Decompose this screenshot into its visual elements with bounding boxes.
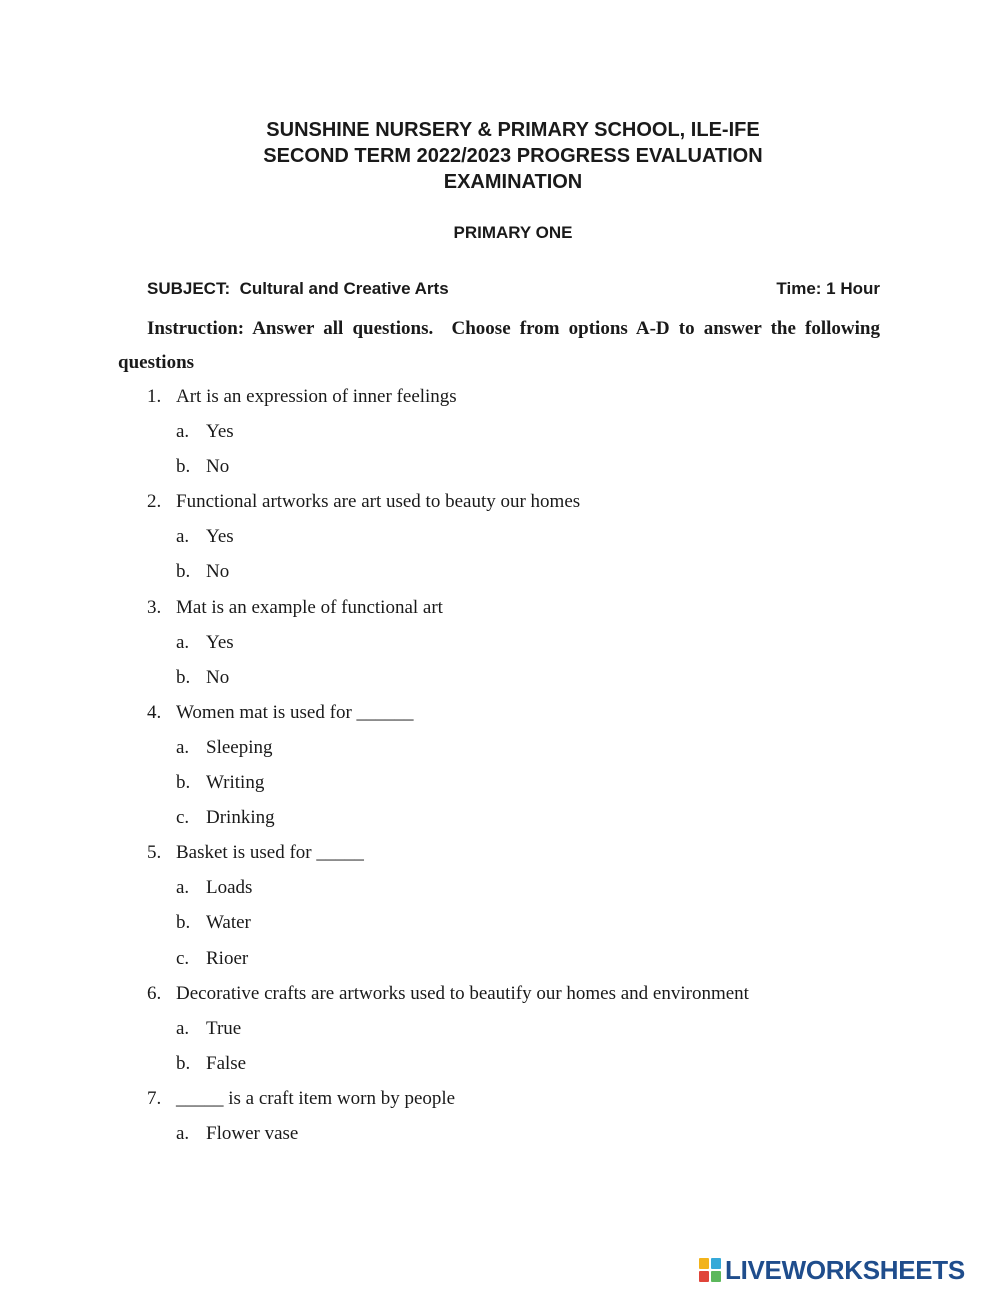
question-number: 5. bbox=[147, 842, 162, 864]
question-number: 7. bbox=[147, 1087, 162, 1109]
answer-option bbox=[147, 625, 907, 660]
question-text: Functional artworks are art used to beauty our homes bbox=[176, 491, 581, 513]
option-text: Loads bbox=[206, 877, 253, 899]
question-item bbox=[147, 695, 907, 835]
option-text: Writing bbox=[206, 772, 265, 794]
option-letter: c. bbox=[176, 807, 190, 829]
option-letter: b. bbox=[176, 456, 191, 478]
question-item bbox=[147, 1081, 907, 1151]
option-letter: c. bbox=[176, 947, 190, 969]
option-letter: a. bbox=[176, 1017, 190, 1039]
question-number: 4. bbox=[147, 701, 162, 723]
question-row bbox=[147, 590, 907, 625]
question-row bbox=[147, 1081, 907, 1116]
option-letter: b. bbox=[176, 561, 191, 583]
question-text: Mat is an example of functional art bbox=[176, 596, 443, 618]
option-text: No bbox=[206, 561, 230, 583]
logo-mark-icon bbox=[699, 1258, 721, 1282]
question-text: Decorative crafts are artworks used to beautify our homes and environment bbox=[176, 982, 749, 1004]
question-row bbox=[147, 484, 907, 519]
question-item bbox=[147, 976, 907, 1081]
liveworksheets-logo bbox=[699, 1256, 965, 1284]
option-text: Flower vase bbox=[206, 1122, 299, 1144]
question-item bbox=[147, 590, 907, 695]
option-letter: a. bbox=[176, 877, 190, 899]
option-letter: b. bbox=[176, 1052, 191, 1074]
option-text: Drinking bbox=[206, 807, 275, 829]
question-row bbox=[147, 695, 907, 730]
answer-option bbox=[147, 941, 907, 976]
option-letter: a. bbox=[176, 1122, 190, 1144]
question-text: Art is an expression of inner feelings bbox=[176, 386, 457, 407]
option-text: No bbox=[206, 456, 230, 478]
school-name: SUNSHINE NURSERY & PRIMARY SCHOOL, ILE-IFE bbox=[266, 119, 760, 141]
exam-term: SECOND TERM 2022/2023 PROGRESS EVALUATION bbox=[263, 145, 763, 167]
question-row bbox=[147, 379, 907, 414]
option-text: True bbox=[206, 1017, 242, 1039]
exam-type: EXAMINATION bbox=[443, 171, 583, 193]
instruction bbox=[118, 312, 880, 380]
question-number: 6. bbox=[147, 982, 162, 1004]
question-item bbox=[147, 484, 907, 589]
option-letter: b. bbox=[176, 912, 191, 934]
class-name: PRIMARY ONE bbox=[453, 223, 573, 242]
answer-option bbox=[147, 1116, 907, 1151]
instruction-line-2: questions bbox=[118, 352, 195, 373]
answer-option bbox=[147, 449, 907, 484]
question-text: Women mat is used for ______ bbox=[176, 701, 414, 723]
subject-label: SUBJECT: Cultural and Creative Arts bbox=[147, 279, 449, 298]
answer-option bbox=[147, 800, 907, 835]
question-text: _____ is a craft item worn by people bbox=[176, 1087, 456, 1109]
option-text: False bbox=[206, 1052, 247, 1074]
exam-header bbox=[0, 117, 1000, 195]
answer-option bbox=[147, 660, 907, 695]
option-letter: a. bbox=[176, 526, 190, 548]
question-text: Basket is used for _____ bbox=[176, 842, 364, 864]
subject-row bbox=[147, 279, 880, 299]
answer-option bbox=[147, 730, 907, 765]
option-letter: a. bbox=[176, 421, 190, 443]
time-label: Time: 1 Hour bbox=[776, 279, 880, 298]
answer-option bbox=[147, 554, 907, 589]
question-row bbox=[147, 835, 907, 870]
option-text: Yes bbox=[206, 526, 234, 548]
question-item bbox=[147, 835, 907, 975]
option-letter: b. bbox=[176, 772, 191, 794]
question-item bbox=[147, 379, 907, 484]
question-number: 3. bbox=[147, 596, 162, 618]
option-text: Rioer bbox=[206, 947, 249, 969]
answer-option bbox=[147, 765, 907, 800]
option-text: Yes bbox=[206, 421, 234, 443]
answer-option bbox=[147, 905, 907, 940]
logo-text: LIVEWORKSHEETS bbox=[725, 1254, 965, 1285]
option-text: Sleeping bbox=[206, 736, 273, 758]
option-text: Water bbox=[206, 912, 251, 934]
option-text: No bbox=[206, 666, 230, 688]
instruction-line-1: Instruction: Answer all questions. Choose from options A-D to answer the following bbox=[147, 318, 880, 339]
question-list bbox=[147, 379, 907, 1151]
answer-option bbox=[147, 414, 907, 449]
answer-option bbox=[147, 519, 907, 554]
question-number: 2. bbox=[147, 491, 162, 513]
question-number: 1. bbox=[147, 386, 162, 407]
answer-option bbox=[147, 1046, 907, 1081]
answer-option bbox=[147, 1011, 907, 1046]
option-letter: a. bbox=[176, 736, 190, 758]
option-text: Yes bbox=[206, 631, 234, 653]
option-letter: b. bbox=[176, 666, 191, 688]
question-row bbox=[147, 976, 907, 1011]
option-letter: a. bbox=[176, 631, 190, 653]
answer-option bbox=[147, 870, 907, 905]
